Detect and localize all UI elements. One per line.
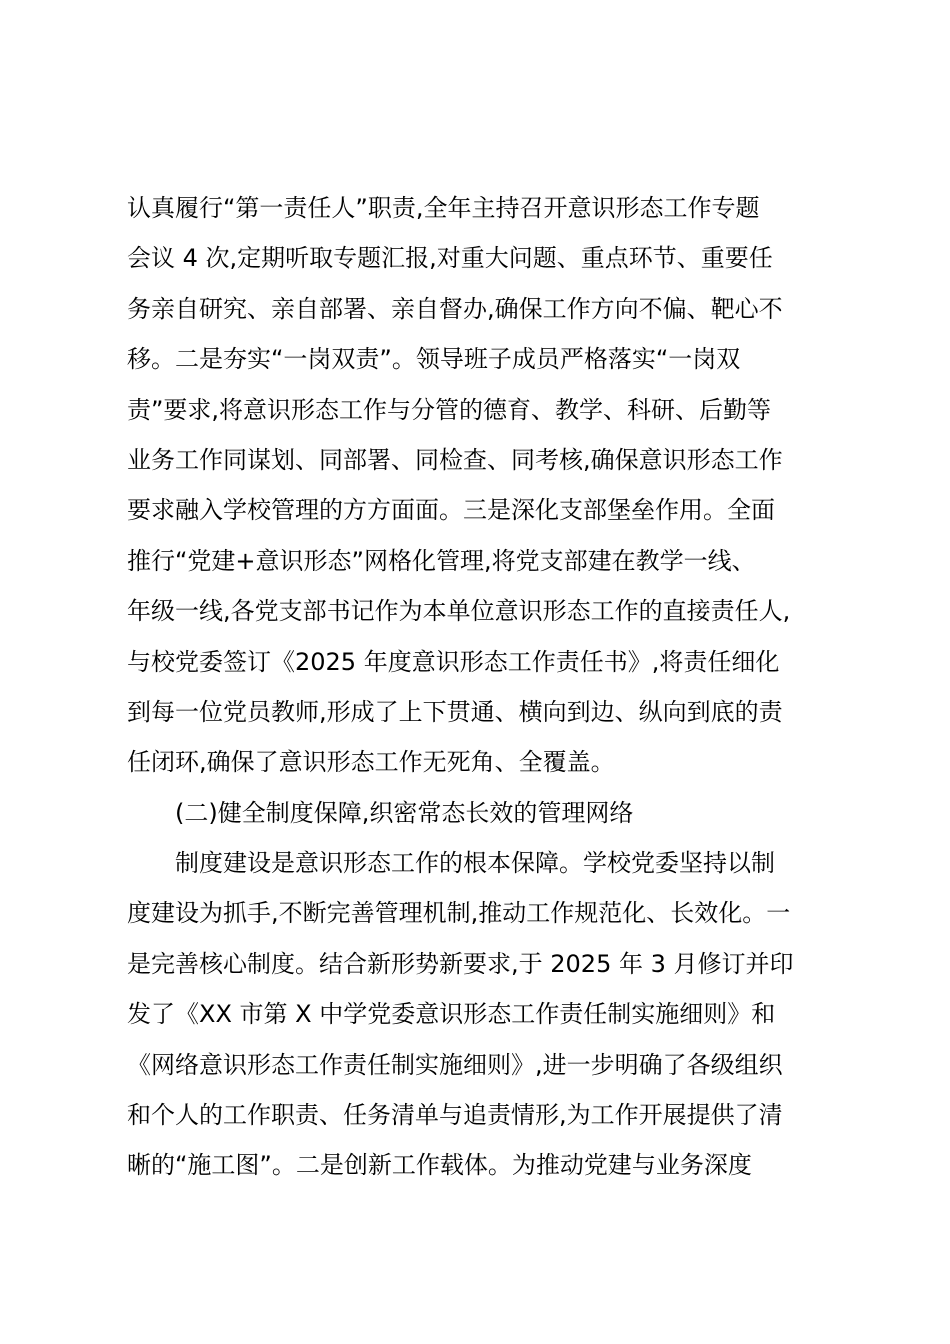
text-line: 要求融入学校管理的方方面面。三是深化支部堡垒作用。全面 <box>127 496 775 525</box>
text-line: 发了《XX 市第 X 中学党委意识形态工作责任制实施细则》和 <box>127 1000 776 1029</box>
text-line: 业务工作同谋划、同部署、同检查、同考核,确保意识形态工作 <box>127 445 783 474</box>
paragraph-start-line: (二)健全制度保障,织密常态长效的管理网络 <box>175 798 634 827</box>
text-line: 《网络意识形态工作责任制实施细则》,进一步明确了各级组织 <box>127 1050 783 1079</box>
text-line: 晰的“施工图”。二是创新工作载体。为推动党建与业务深度 <box>127 1151 752 1180</box>
text-line: 认真履行“第一责任人”职责,全年主持召开意识形态工作专题 <box>127 194 760 222</box>
text-line: 是完善核心制度。结合新形势新要求,于 2025 年 3 月修订并印 <box>127 949 794 978</box>
text-line: 年级一线,各党支部书记作为本单位意识形态工作的直接责任人, <box>127 597 791 626</box>
text-line: 会议 4 次,定期听取专题汇报,对重大问题、重点环节、重要任 <box>127 244 773 273</box>
paragraph-start-line: 制度建设是意识形态工作的根本保障。学校党委坚持以制 <box>175 849 775 878</box>
text-line: 度建设为抓手,不断完善管理机制,推动工作规范化、长效化。一 <box>127 899 791 928</box>
text-line: 推行“党建+意识形态”网格化管理,将党支部建在教学一线、 <box>127 546 756 575</box>
text-line: 责”要求,将意识形态工作与分管的德育、教学、科研、后勤等 <box>127 395 772 424</box>
text-line: 和个人的工作职责、任务清单与追责情形,为工作开展提供了清 <box>127 1101 783 1130</box>
text-line: 务亲自研究、亲自部署、亲自督办,确保工作方向不偏、靶心不 <box>127 294 783 323</box>
text-line: 任闭环,确保了意识形态工作无死角、全覆盖。 <box>127 748 615 777</box>
text-line: 移。二是夯实“一岗双责”。领导班子成员严格落实“一岗双 <box>127 345 741 374</box>
body-text <box>127 183 837 1191</box>
text-line: 与校党委签订《2025 年度意识形态工作责任书》,将责任细化 <box>127 647 780 676</box>
text-line: 到每一位党员教师,形成了上下贯通、横向到边、纵向到底的责 <box>127 697 783 726</box>
